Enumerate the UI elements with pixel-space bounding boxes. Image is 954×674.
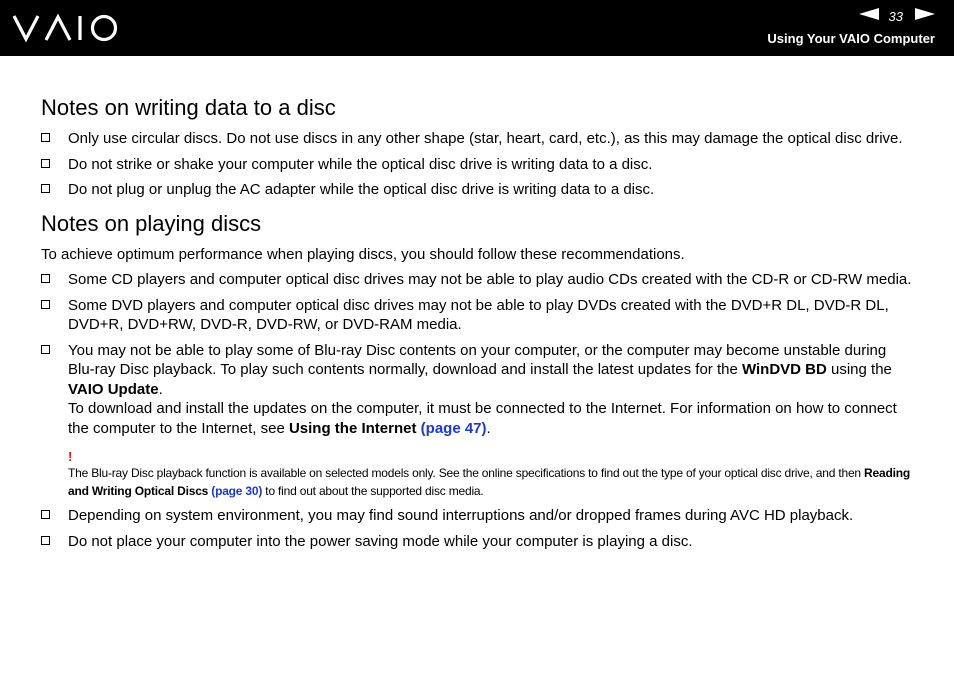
writing-heading: Notes on writing data to a disc xyxy=(41,95,336,120)
note-box xyxy=(68,450,913,500)
playing-intro: To achieve optimum performance when playing discs, you should follow these recommendations. xyxy=(41,245,685,263)
list-item: Do not plug or unplug the AC adapter while the optical disc drive is writing data to a disc. xyxy=(41,180,913,200)
next-page-arrow-icon[interactable] xyxy=(915,7,935,25)
using-internet-label: Using the Internet xyxy=(288,419,417,437)
note-text: The Blu-ray Disc playback function is available on selected models only. See the online specifications to find out the type of your optical disc drive, and then Reading and Writing Optical Discs (page 30) to find out about the supported disc media. xyxy=(68,466,910,498)
page-header xyxy=(0,0,954,56)
page-content xyxy=(41,96,913,551)
checkbox-bullet-icon xyxy=(41,159,50,168)
playing-heading: Notes on playing discs xyxy=(41,210,262,236)
checkbox-bullet-icon xyxy=(41,274,50,283)
previous-page-arrow-icon[interactable] xyxy=(859,7,879,25)
playing-list xyxy=(41,270,913,551)
checkbox-bullet-icon xyxy=(41,510,50,519)
vaio-update-label: VAIO Update xyxy=(68,380,159,398)
list-item: Some DVD players and computer optical disc drives may not be able to play DVDs created with the DVD+R DL, DVD-R DL, DVD+R, DVD+RW, DVD-R, DVD-RW, or DVD-RAM media. xyxy=(41,296,913,335)
vaio-logo xyxy=(12,13,120,48)
windvd-bd-label: WinDVD BD xyxy=(741,361,827,378)
list-item: Depending on system environment, you may find sound interruptions and/or dropped frames during AVC HD playback. xyxy=(41,506,913,526)
page-number: 33 xyxy=(888,8,903,24)
page-30-link[interactable]: (page 30) xyxy=(211,484,263,498)
checkbox-bullet-icon xyxy=(41,300,50,309)
note-exclamation-icon: ! xyxy=(68,449,73,464)
list-item: Do not strike or shake your computer while the optical disc drive is writing data to a disc. xyxy=(41,155,913,175)
checkbox-bullet-icon xyxy=(41,536,50,545)
list-item: Some CD players and computer optical disc drives may not be able to play audio CDs created with the CD-R or CD-RW media. xyxy=(41,270,913,290)
section-title: Using Your VAIO Computer xyxy=(767,31,935,46)
writing-list xyxy=(41,129,913,200)
checkbox-bullet-icon xyxy=(41,184,50,193)
list-item: Only use circular discs. Do not use discs in any other shape (star, heart, card, etc.), as this may damage the optical disc drive. xyxy=(41,129,913,149)
reading-writing-label: Reading and Writing Optical Discs xyxy=(68,466,910,498)
list-item: Do not place your computer into the power saving mode while your computer is playing a disc. xyxy=(41,532,913,552)
checkbox-bullet-icon xyxy=(41,345,50,354)
page-navigation xyxy=(859,7,935,25)
page-47-link[interactable]: (page 47) xyxy=(420,419,487,437)
list-item: You may not be able to play some of Blu-ray Disc contents on your computer, or the computer may become unstable during Blu-ray Disc playback. To play such contents normally, download and install the latest updates for the WinDVD BD using the VAIO Update. To download and install the updates on the computer, it must be connected to the Internet. For information on how to connect the computer to the Internet, see Using the Internet (page 47). ! The Blu-ray Disc playback function is available on selected models only. See the online specifications to find out the type of your optical disc drive, and then Reading and Writing Optical Discs (page 30) to find out about the supported disc media. xyxy=(41,341,913,501)
checkbox-bullet-icon xyxy=(41,133,50,142)
